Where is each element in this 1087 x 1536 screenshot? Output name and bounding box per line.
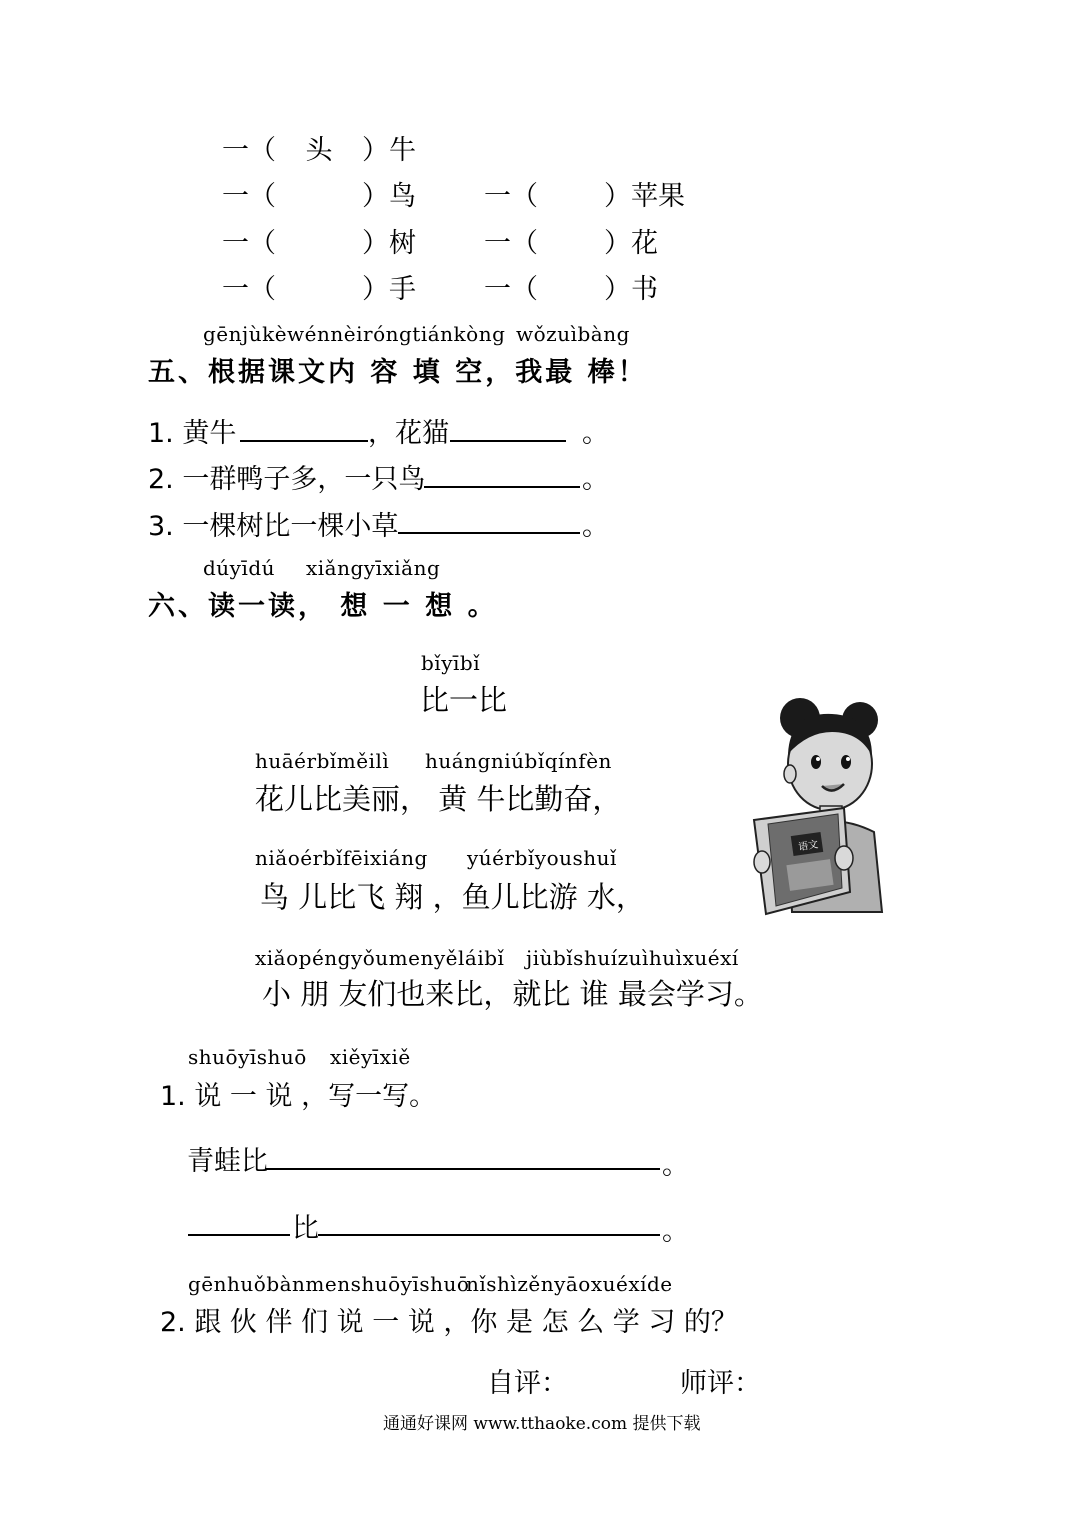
q1-line2-end: 。 (662, 1216, 689, 1247)
footer-text: 通通好课网 www.tthaoke.com 提供下载 (383, 1414, 701, 1434)
q1-text: 1. 说 一 说 ，写一写。 (160, 1081, 437, 1112)
answer-blank[interactable] (266, 1168, 660, 1170)
section5-pinyin: wǒzuìbàng (516, 322, 630, 346)
fill-item-2-end: 。 (582, 464, 609, 495)
section6-heading: 六、读一读， 想 一 想 。 (148, 591, 498, 622)
q1-line2-mid: 比 (292, 1213, 319, 1244)
measure-item (222, 221, 416, 260)
poem-line: 小 朋 友们也来比，就比 谁 最会学习。 (262, 977, 763, 1011)
poem-line-pinyin: huāérbǐměilì (255, 749, 390, 773)
poem-line-pinyin: jiùbǐshuízuìhuìxuéxí (526, 946, 739, 970)
self-evaluation-label: 自评： (487, 1368, 568, 1399)
poem-line: 鸟 儿比飞 翔 ，鱼儿比游 水， (260, 880, 645, 914)
paren-open: 一（ (222, 135, 276, 166)
paren-close-noun: ）手 (362, 274, 416, 305)
poem-title-pinyin: bǐyībǐ (421, 651, 481, 675)
fill-item-3: 3. 一棵树比一棵小草 (148, 511, 399, 542)
paren-close-noun: ）鸟 (362, 181, 416, 212)
book-cover-title: 语文 (797, 839, 820, 854)
paren-close-noun: ）书 (604, 274, 658, 305)
fill-item-3-end: 。 (582, 511, 609, 542)
paren-close-noun: ）牛 (362, 135, 416, 166)
poem-line-pinyin: niǎoérbǐfēixiáng (255, 846, 428, 870)
q1-line1-end: 。 (662, 1150, 689, 1181)
section5-pinyin: gēnjùkèwénnèiróngtiánkòng (203, 322, 506, 346)
poem-line-pinyin: xiǎopéngyǒumenyěláibǐ (255, 946, 505, 970)
measure-item (222, 174, 416, 213)
paren-close-noun: ）花 (604, 228, 658, 259)
q1-pinyin: shuōyīshuō (188, 1045, 307, 1069)
paren-open: 一（ (484, 228, 538, 259)
fill-item-1a: 1. 黄牛 (148, 418, 237, 449)
section6-pinyin: xiǎngyīxiǎng (306, 556, 441, 580)
poem-title: 比一比 (420, 683, 508, 717)
paren-close-noun: ）树 (362, 228, 416, 259)
poem-line: 花儿比美丽， 黄 牛比勤奋， (255, 782, 622, 816)
answer-blank[interactable] (188, 1234, 290, 1236)
q2-pinyin: gēnhuǒbànmenshuōyīshuō (188, 1272, 470, 1296)
example-item (222, 128, 416, 167)
q2-pinyin: nǐshìzěnyāoxuéxíde (466, 1272, 673, 1296)
fill-item-1b: ，花猫 (368, 418, 449, 449)
measure-item (222, 267, 416, 306)
measure-item (484, 221, 658, 260)
paren-open: 一（ (222, 181, 276, 212)
paren-open: 一（ (484, 274, 538, 305)
girl-reading-illustration (748, 692, 888, 920)
paren-close-noun: ）苹果 (604, 181, 685, 212)
answer-blank[interactable] (318, 1234, 660, 1236)
paren-open: 一（ (222, 274, 276, 305)
example-answer: 头 (305, 135, 333, 166)
answer-blank[interactable] (398, 532, 580, 534)
q1-line1-prefix: 青蛙比 (187, 1146, 268, 1177)
fill-item-1-end: 。 (582, 418, 609, 449)
poem-line-pinyin: huángniúbǐqínfèn (425, 749, 612, 773)
q2-text: 2. 跟 伙 伴 们 说 一 说 ，你 是 怎 么 学 习 的？ (160, 1307, 738, 1338)
paren-open: 一（ (222, 228, 276, 259)
q1-pinyin: xiěyīxiě (330, 1045, 411, 1069)
answer-blank[interactable] (240, 440, 368, 442)
paren-open: 一（ (484, 181, 538, 212)
measure-item (484, 267, 658, 306)
teacher-evaluation-label: 师评： (680, 1368, 761, 1399)
section6-pinyin: dúyīdú (203, 556, 276, 580)
measure-item (484, 174, 685, 213)
fill-item-2: 2. 一群鸭子多，一只鸟 (148, 464, 426, 495)
section5-heading: 五、根据课文内 容 填 空，我最 棒！ (148, 357, 648, 388)
answer-blank[interactable] (424, 486, 580, 488)
poem-line-pinyin: yúérbǐyoushuǐ (467, 846, 617, 870)
answer-blank[interactable] (450, 440, 566, 442)
